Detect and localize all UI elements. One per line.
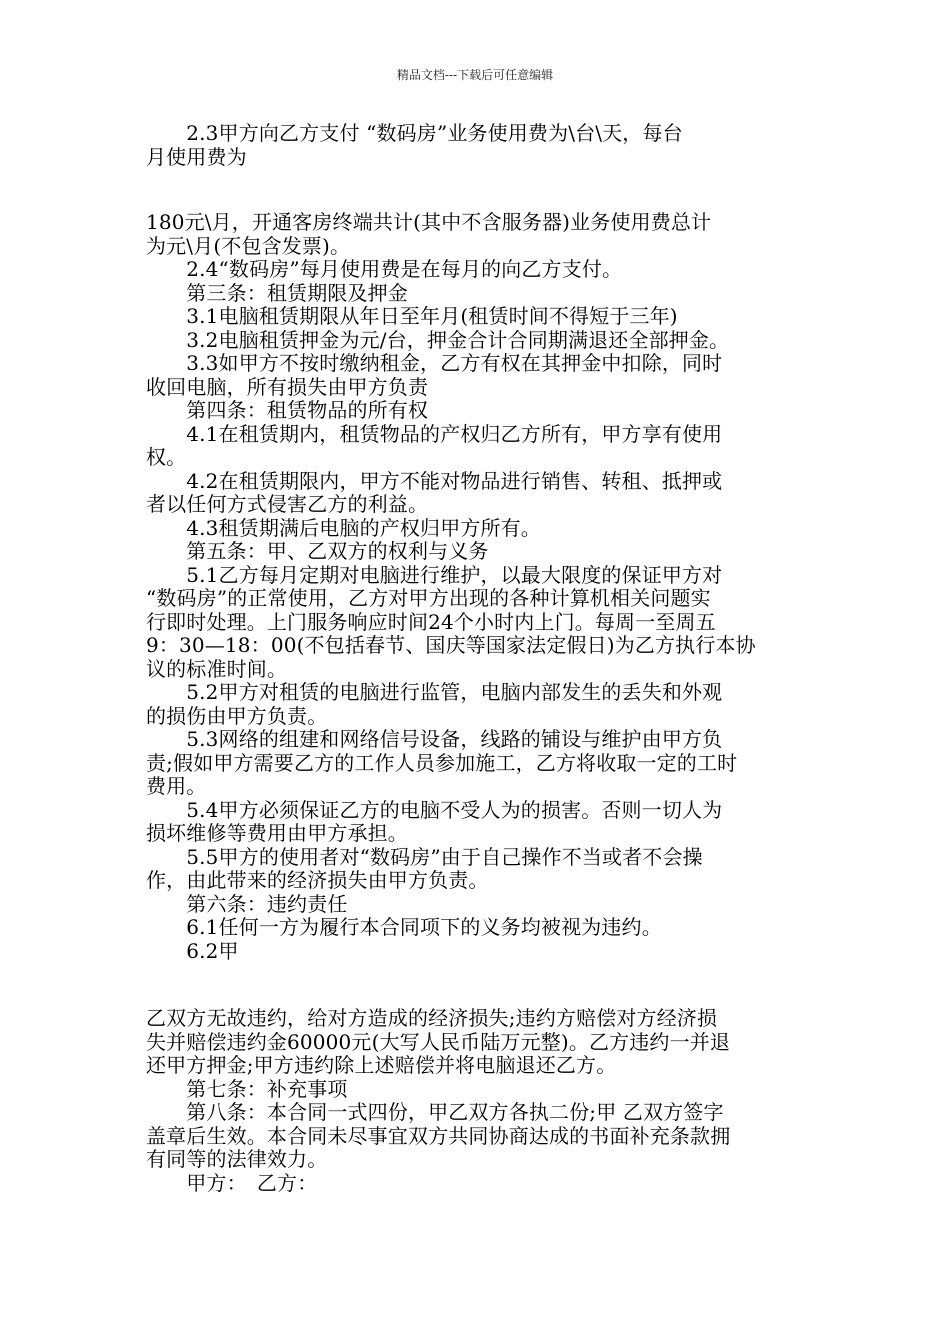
- text-line: 6.1任何一方为履行本合同项下的义务均被视为违约。: [146, 915, 662, 939]
- text-line: 责;假如甲方需要乙方的工作人员参加施工，乙方将收取一定的工时: [146, 750, 738, 775]
- text-line: 5.2甲方对租赁的电脑进行监管，电脑内部发生的丢失和外观: [146, 680, 723, 704]
- text-line: 4.3租赁期满后电脑的产权归甲方所有。: [146, 515, 541, 540]
- text-line: 还甲方押金;甲方违约除上述赔偿并将电脑退还乙方。: [146, 1053, 617, 1077]
- text-line: 作，由此带来的经济损失由甲方负责。: [146, 868, 489, 892]
- text-line: 3.2电脑租赁押金为元/台，押金合计合同期满退还全部押金。: [146, 327, 730, 352]
- document-body: [146, 122, 811, 1195]
- paragraph-gap: [146, 963, 811, 1007]
- text-line: 3.3如甲方不按时缴纳租金，乙方有权在其押金中扣除，同时: [146, 351, 723, 375]
- text-line: 行即时处理。上门服务响应时间24个小时内上门。每周一至周五: [146, 609, 716, 634]
- section-heading: 第五条：甲、乙双方的权利与义务: [146, 539, 489, 563]
- text-line: 5.4甲方必须保证乙方的电脑不受人为的损害。否则一切人为: [146, 797, 723, 822]
- text-line: 4.1在租赁期内，租赁物品的产权归乙方所有，甲方享有使用: [146, 421, 723, 446]
- text-line: 有同等的法律效力。: [146, 1147, 328, 1171]
- text-line: 3.1电脑租赁期限从年日至年月(租赁时间不得短于三年): [146, 304, 678, 328]
- text-line: 5.5甲方的使用者对“数码房”由于自己操作不当或者不会操: [146, 844, 703, 869]
- paragraph-gap: [146, 169, 811, 211]
- text-line: 9：30—18：00(不包括春节、国庆等国家法定假日)为乙方执行本协: [146, 633, 756, 657]
- text-line: 盖章后生效。本合同未尽事宜双方共同协商达成的书面补充条款拥: [146, 1123, 731, 1148]
- section-heading: 第三条：租赁期限及押金: [146, 280, 408, 305]
- section-heading: 第七条：补充事项: [146, 1076, 348, 1101]
- text-line: 第八条：本合同一式四份，甲乙双方各执二份;甲 乙双方签字: [146, 1100, 724, 1124]
- text-line: 乙双方无故违约，给对方造成的经济损失;违约方赔偿对方经济损: [146, 1006, 718, 1030]
- text-line: 费用。: [146, 774, 207, 798]
- text-line: 的损伤由甲方负责。: [146, 703, 328, 728]
- text-line: 5.1乙方每月定期对电脑进行维护，以最大限度的保证甲方对: [146, 562, 723, 587]
- text-line: “数码房”的正常使用，乙方对甲方出现的各种计算机相关问题实: [146, 586, 711, 610]
- text-line: 收回电脑，所有损失由甲方负责: [146, 374, 429, 399]
- section-heading: 第六条：违约责任: [146, 891, 348, 916]
- section-heading: 第四条：租赁物品的所有权: [146, 398, 429, 422]
- text-line: 权。: [146, 445, 187, 469]
- page-header: 精品文档---下载后可任意编辑: [396, 68, 554, 82]
- text-line: 6.2甲: [146, 938, 239, 963]
- signature-line: 甲方： 乙方：: [146, 1170, 318, 1195]
- text-line: 2.3甲方向乙方支付 “数码房”业务使用费为\台\天，每台: [146, 121, 683, 145]
- text-line: 2.4“数码房”每月使用费是在每月的向乙方支付。: [146, 257, 623, 281]
- text-line: 为元\月(不包含发票)。: [146, 233, 351, 258]
- text-line: 失并赔偿违约金60000元(大写人民币陆万元整)。乙方违约一并退: [146, 1029, 731, 1054]
- text-line: 4.2在租赁期限内，甲方不能对物品进行销售、转租、抵押或: [146, 468, 723, 493]
- text-line: 180元\月，开通客房终端共计(其中不含服务器)业务使用费总计: [146, 210, 712, 234]
- text-line: 5.3网络的组建和网络信号设备，线路的铺设与维护由甲方负: [146, 727, 723, 751]
- text-line: 议的标准时间。: [146, 656, 288, 681]
- text-line: 损坏维修等费用由甲方承担。: [146, 821, 408, 845]
- text-line: 月使用费为: [146, 144, 247, 169]
- text-line: 者以任何方式侵害乙方的利益。: [146, 492, 429, 516]
